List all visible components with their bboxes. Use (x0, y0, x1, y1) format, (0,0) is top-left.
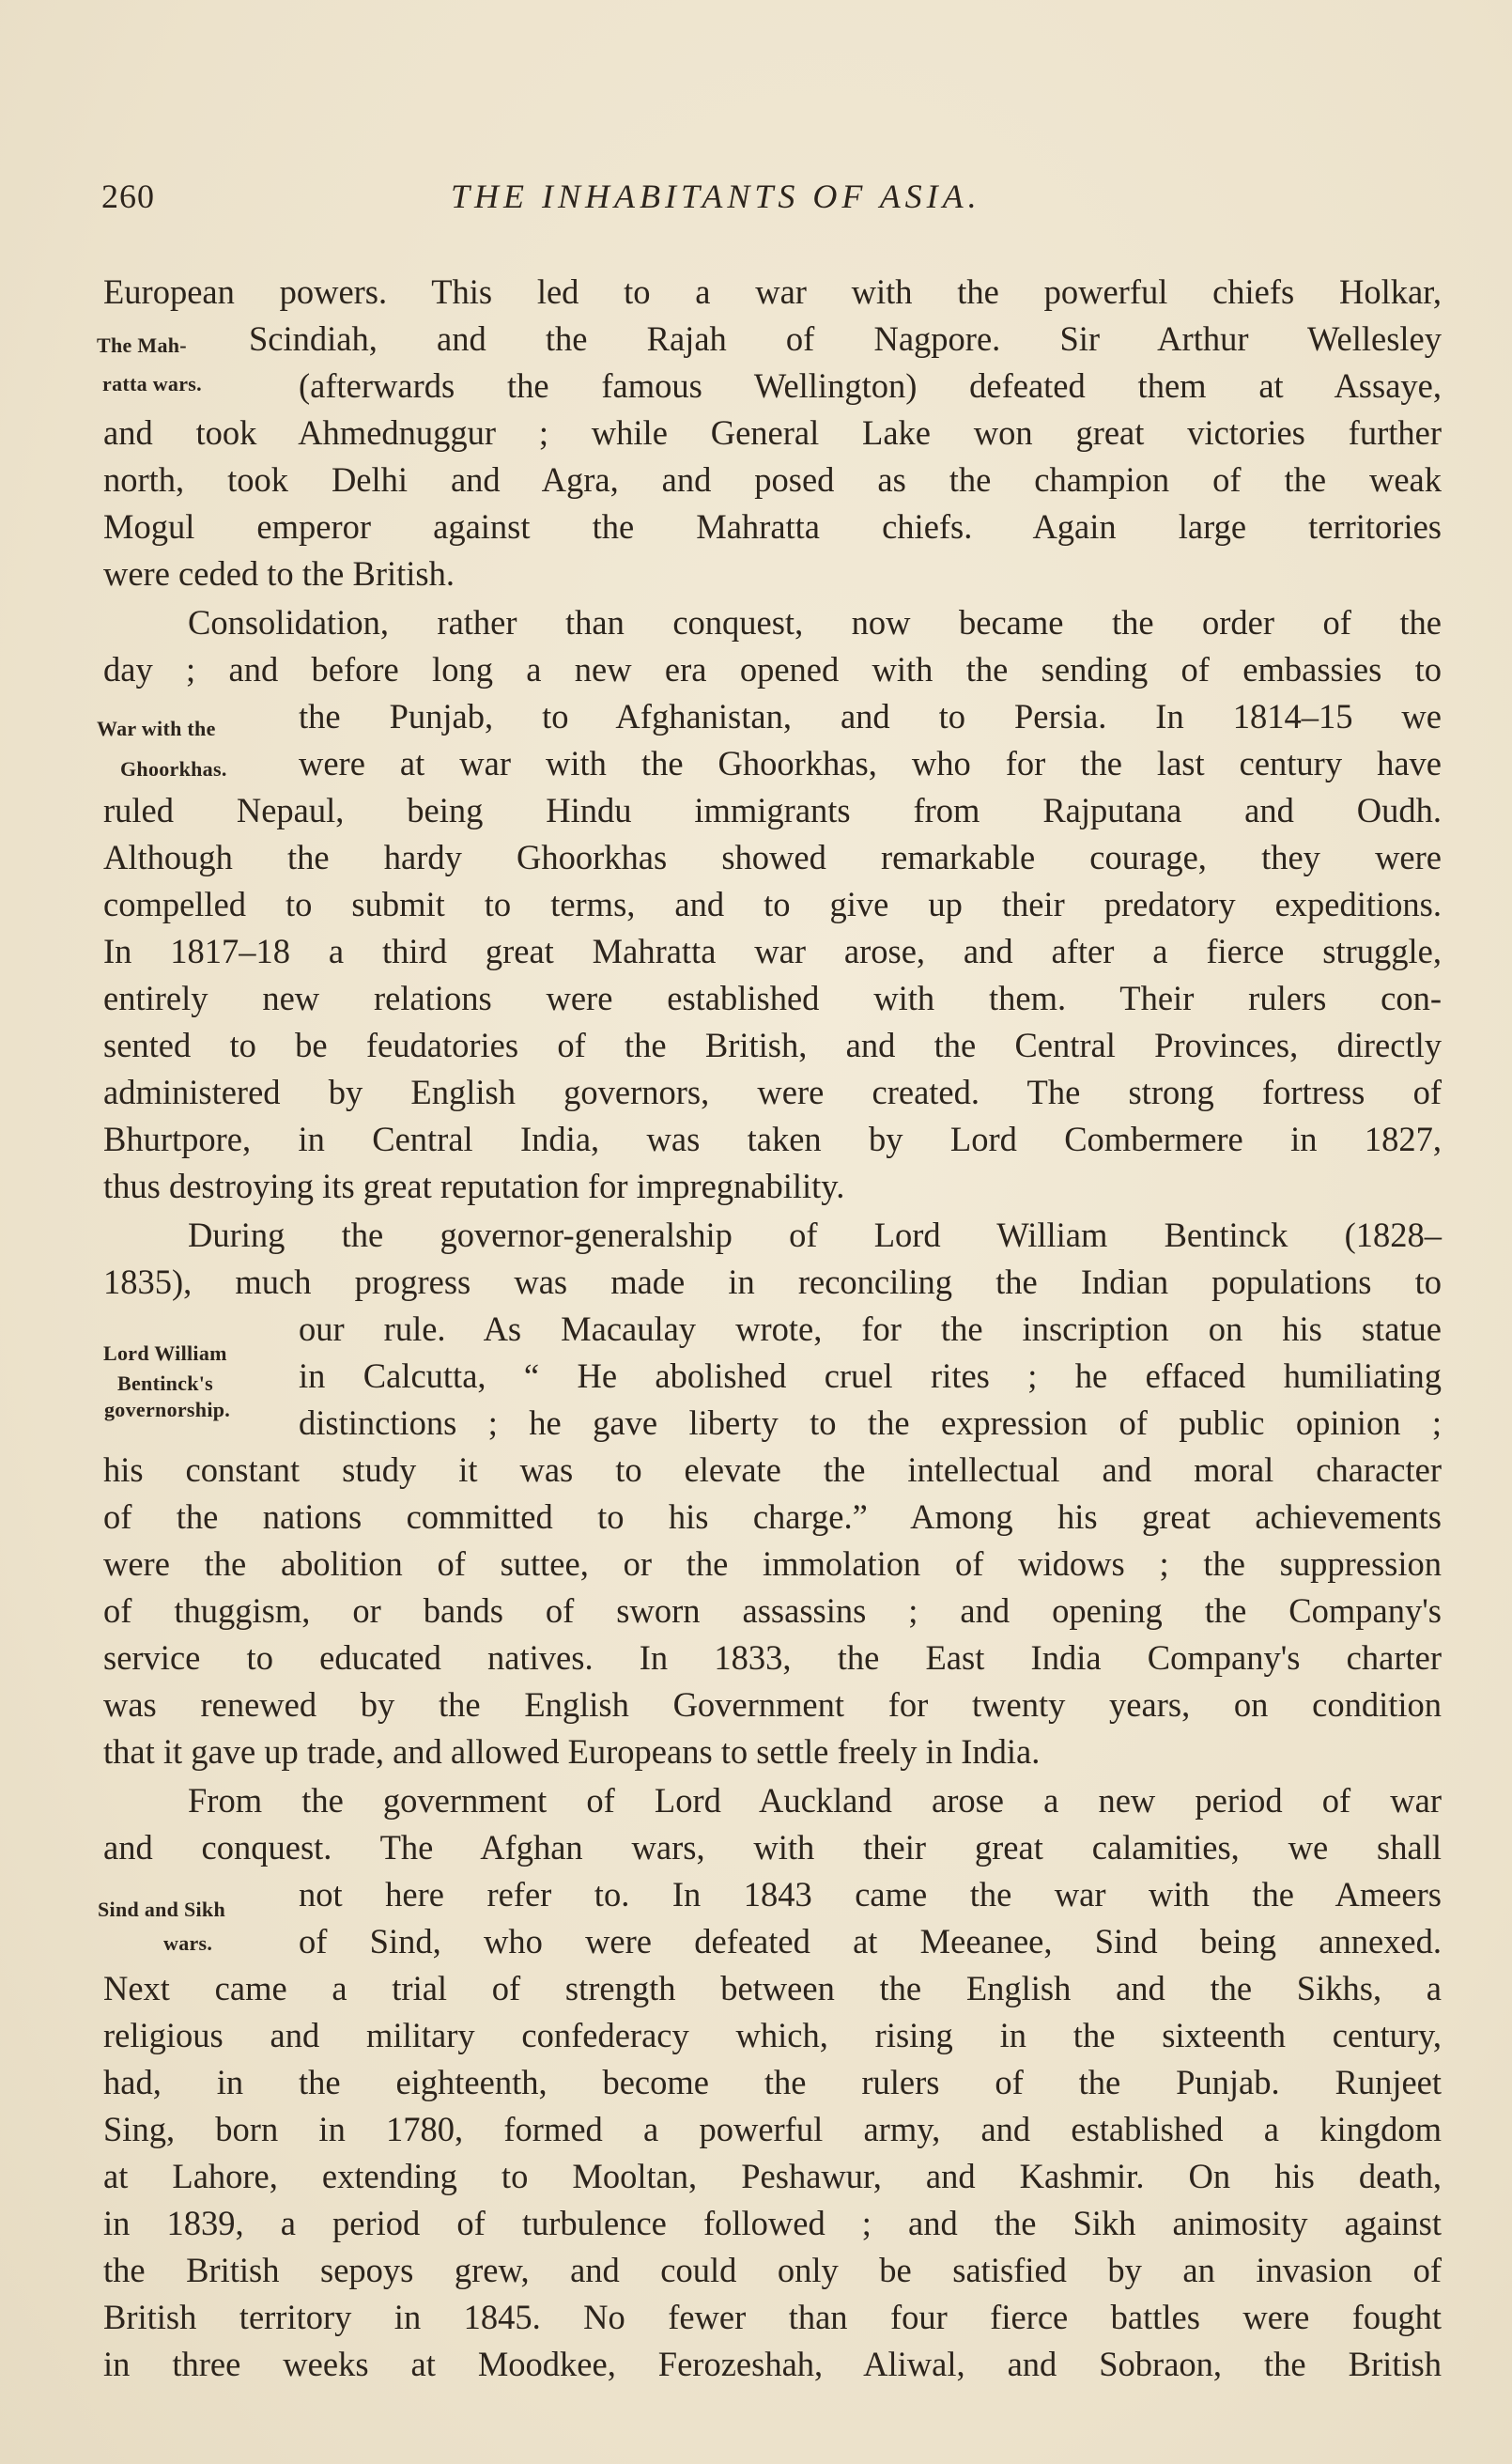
sidenote: The Mah- (97, 333, 187, 357)
text-line: (afterwards the famous Wellington) defeated them at Assaye, (299, 366, 1442, 405)
sidenote: Ghoorkhas. (120, 757, 227, 781)
text-line: Sing, born in 1780, formed a powerful army, and established a kingdom (103, 2110, 1442, 2148)
text-line: of the nations committed to his charge.” Among his great achievements (103, 1497, 1442, 1536)
text-line: were at war with the Ghoorkhas, who for the last century have (299, 744, 1442, 783)
text-line: Mogul emperor against the Mahratta chiefs. Again large territories (103, 507, 1442, 546)
text-line: From the government of Lord Auckland arose a new period of war (188, 1781, 1442, 1820)
text-line: Next came a trial of strength between the English and the Sikhs, a (103, 1969, 1442, 2007)
text-line: the British sepoys grew, and could only be satisfied by an invasion of (103, 2251, 1442, 2289)
text-line: his constant study it was to elevate the intellectual and moral character (103, 1450, 1442, 1489)
text-line: During the governor-generalship of Lord William Bentinck (1828– (188, 1216, 1442, 1254)
text-line: religious and military confederacy which, rising in the sixteenth century, (103, 2016, 1442, 2054)
text-line: of Sind, who were defeated at Meeanee, Sind being annexed. (299, 1922, 1442, 1960)
text-line: of thuggism, or bands of sworn assassins ; and opening the Company's (103, 1591, 1442, 1630)
text-line: that it gave up trade, and allowed Europeans to settle freely in India. (103, 1732, 1041, 1771)
text-line: were the abolition of suttee, or the immolation of widows ; the suppression (103, 1544, 1442, 1583)
text-line: In 1817–18 a third great Mahratta war arose, and after a fierce struggle, (103, 932, 1442, 970)
text-line: in Calcutta, “ He abolished cruel rites ; he effaced humiliating (299, 1356, 1442, 1395)
text-line: distinctions ; he gave liberty to the expression of public opinion ; (299, 1403, 1442, 1442)
text-line: day ; and before long a new era opened with the sending of embassies to (103, 650, 1442, 689)
sidenote: ratta wars. (102, 372, 202, 395)
text-line: had, in the eighteenth, become the rulers of the Punjab. Runjeet (103, 2063, 1442, 2101)
sidenote: War with the (97, 717, 216, 740)
text-line: the Punjab, to Afghanistan, and to Persia. In 1814–15 we (299, 697, 1442, 736)
text-line: north, took Delhi and Agra, and posed as the champion of the weak (103, 460, 1442, 499)
text-line: British territory in 1845. No fewer than four fierce battles were fought (103, 2298, 1442, 2336)
running-head: THE INHABITANTS OF ASIA. (451, 178, 981, 215)
text-line: in three weeks at Moodkee, Ferozeshah, Aliwal, and Sobraon, the British (103, 2345, 1442, 2383)
text-line: our rule. As Macaulay wrote, for the inscription on his statue (299, 1309, 1442, 1348)
sidenote: Lord William (103, 1341, 227, 1365)
text-line: at Lahore, extending to Mooltan, Peshawur, and Kashmir. On his death, (103, 2157, 1442, 2195)
text-line: Scindiah, and the Rajah of Nagpore. Sir Arthur Wellesley (249, 319, 1442, 358)
text-line: entirely new relations were established with them. Their rulers con- (103, 979, 1442, 1017)
text-line: compelled to submit to terms, and to give up their predatory expeditions. (103, 885, 1442, 923)
text-line: Although the hardy Ghoorkhas showed remarkable courage, they were (103, 838, 1442, 876)
text-line: Bhurtpore, in Central India, was taken by Lord Combermere in 1827, (103, 1120, 1442, 1158)
text-line: and took Ahmednuggur ; while General Lake won great victories further (103, 413, 1442, 452)
text-line: were ceded to the British. (103, 554, 455, 593)
sidenote: Bentinck's (117, 1371, 214, 1395)
text-line: service to educated natives. In 1833, the East India Company's charter (103, 1638, 1442, 1677)
text-line: administered by English governors, were created. The strong fortress of (103, 1073, 1442, 1111)
sidenote: governorship. (104, 1398, 231, 1421)
text-line: not here refer to. In 1843 came the war with the Ameers (299, 1875, 1442, 1914)
sidenote: wars. (163, 1931, 213, 1955)
text-line: ruled Nepaul, being Hindu immigrants from Rajputana and Oudh. (103, 791, 1442, 829)
text-line: thus destroying its great reputation for impregnability. (103, 1167, 845, 1205)
page-header (101, 177, 1444, 229)
text-line: European powers. This led to a war with the powerful chiefs Holkar, (103, 272, 1442, 311)
sidenote: Sind and Sikh (98, 1898, 226, 1921)
page-number: 260 (101, 178, 155, 215)
text-line: Consolidation, rather than conquest, now became the order of the (188, 603, 1442, 642)
text-line: sented to be feudatories of the British, and the Central Provinces, directly (103, 1026, 1442, 1064)
text-line: 1835), much progress was made in reconciling the Indian populations to (103, 1263, 1442, 1301)
text-line: in 1839, a period of turbulence followed ; and the Sikh animosity against (103, 2204, 1442, 2242)
text-line: was renewed by the English Government for twenty years, on condition (103, 1685, 1442, 1724)
text-line: and conquest. The Afghan wars, with their great calamities, we shall (103, 1828, 1442, 1867)
